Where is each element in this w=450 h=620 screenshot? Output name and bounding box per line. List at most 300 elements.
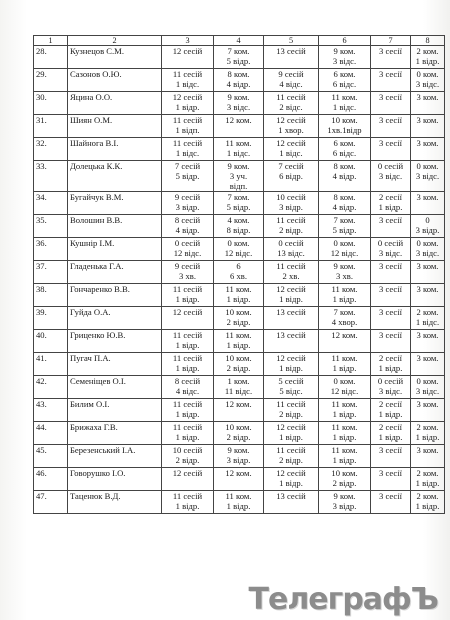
- row-number: 46.: [34, 468, 68, 491]
- attendance-cell: [264, 115, 319, 138]
- cell-line: 10 сесій: [276, 192, 306, 202]
- cell-line: 2 відр.: [279, 409, 303, 419]
- row-number: 43.: [34, 399, 68, 422]
- attendance-cell: [214, 284, 264, 307]
- cell-line: 11 ком.: [331, 445, 358, 455]
- cell-line: 12 відс.: [330, 248, 359, 258]
- cell-line: 3 ком.: [416, 261, 439, 271]
- cell-line: 1 відс.: [226, 148, 251, 158]
- deputy-name: Кушнір І.М.: [68, 238, 162, 261]
- cell-line: 1 відр.: [378, 363, 403, 373]
- attendance-cell: [162, 92, 214, 115]
- attendance-cell: [264, 215, 319, 238]
- attendance-cell: [162, 445, 214, 468]
- cell-line: 12 сесій: [276, 284, 306, 294]
- cell-line: 3 ком.: [416, 192, 439, 202]
- cell-line: 1 відр.: [226, 501, 251, 511]
- attendance-cell: [264, 468, 319, 491]
- cell-line: 2 відр.: [175, 455, 200, 465]
- cell-line: 6 ком.: [333, 138, 356, 148]
- cell-line: 13 сесій: [276, 46, 306, 56]
- cell-line: 1 відр.: [226, 340, 251, 350]
- cell-line: 1 відр.: [279, 363, 303, 373]
- cell-line: 3 сесії: [379, 330, 402, 340]
- cell-line: 2 ком.: [416, 422, 439, 432]
- attendance-cell: [319, 261, 371, 284]
- cell-line: 2 сесії: [379, 422, 402, 432]
- telegraf-watermark-logo: [249, 582, 438, 617]
- deputy-name: Говорушко І.О.: [68, 468, 162, 491]
- header-cell: 2: [68, 36, 162, 46]
- cell-line: 1 відр.: [175, 102, 200, 112]
- attendance-cell: [162, 69, 214, 92]
- attendance-cell: [264, 422, 319, 445]
- row-number: 39.: [34, 307, 68, 330]
- cell-line: 0 ком.: [416, 69, 439, 79]
- deputy-name: Семеніщев О.І.: [68, 376, 162, 399]
- attendance-cell: [371, 161, 411, 192]
- cell-line: 1 хвор.: [278, 125, 304, 135]
- header-cell: 7: [371, 36, 411, 46]
- cell-line: 1 відр.: [175, 340, 200, 350]
- row-number: 32.: [34, 138, 68, 161]
- cell-line: 11 ком.: [331, 284, 358, 294]
- cell-line: 3 ком.: [416, 92, 439, 102]
- cell-line: 4 відр.: [332, 202, 357, 212]
- attendance-cell: [319, 353, 371, 376]
- cell-line: 3 ком.: [416, 353, 439, 363]
- cell-line: 3 уч.: [229, 171, 248, 181]
- cell-line: 2 відр.: [332, 478, 357, 488]
- attendance-cell: [264, 92, 319, 115]
- attendance-cell: [411, 468, 445, 491]
- cell-line: 1 відр.: [415, 501, 440, 511]
- attendance-cell: [214, 161, 264, 192]
- attendance-cell: [371, 261, 411, 284]
- table-row: [34, 491, 445, 514]
- attendance-cell: [162, 399, 214, 422]
- attendance-cell: [162, 115, 214, 138]
- cell-line: 3 сесії: [379, 69, 402, 79]
- cell-line: 9 сесій: [174, 192, 201, 202]
- cell-line: 1 відр.: [175, 432, 200, 442]
- attendance-cell: [162, 46, 214, 69]
- cell-line: 1 відр.: [378, 202, 403, 212]
- attendance-cell: [264, 353, 319, 376]
- cell-line: 11 сесій: [172, 115, 203, 125]
- cell-line: 0 ком.: [416, 238, 439, 248]
- attendance-cell: [411, 353, 445, 376]
- cell-line: 10 ком.: [331, 468, 358, 478]
- cell-line: 8 ком.: [333, 192, 356, 202]
- attendance-cell: [319, 284, 371, 307]
- attendance-cell: [411, 138, 445, 161]
- watermark-text: ТелеграфЪ: [248, 582, 438, 617]
- cell-line: 0 ком.: [416, 376, 439, 386]
- cell-line: 8 відр.: [226, 225, 251, 235]
- cell-line: 6 відс.: [332, 148, 357, 158]
- cell-line: 12 сесій: [276, 115, 306, 125]
- attendance-cell: [411, 399, 445, 422]
- attendance-cell: [319, 445, 371, 468]
- attendance-cell: [214, 46, 264, 69]
- attendance-cell: [214, 307, 264, 330]
- attendance-cell: [162, 330, 214, 353]
- deputy-name: Гуйда О.А.: [68, 307, 162, 330]
- attendance-cell: [319, 491, 371, 514]
- cell-line: 4 відс.: [175, 386, 200, 396]
- row-number: 35.: [34, 215, 68, 238]
- cell-line: 11 сесій: [172, 422, 203, 432]
- cell-line: 12 сесій: [276, 422, 306, 432]
- table-row: [34, 422, 445, 445]
- cell-line: 0 ком.: [416, 161, 439, 171]
- cell-line: 0 ком.: [333, 238, 356, 248]
- cell-line: 2 сесії: [379, 192, 402, 202]
- cell-line: 0 сесій: [278, 238, 304, 248]
- attendance-cell: [264, 138, 319, 161]
- cell-line: 0 сесій: [377, 161, 404, 171]
- attendance-cell: [371, 422, 411, 445]
- cell-line: 5 відр.: [226, 202, 251, 212]
- cell-line: 3 відс.: [226, 102, 251, 112]
- attendance-cell: [319, 138, 371, 161]
- cell-line: 10 ком.: [225, 353, 252, 363]
- deputy-name: Брижаха Г.В.: [68, 422, 162, 445]
- header-cell: 3: [162, 36, 214, 46]
- attendance-cell: [319, 307, 371, 330]
- cell-line: 9 ком.: [333, 491, 356, 501]
- cell-line: відп.: [229, 181, 248, 191]
- attendance-cell: [162, 422, 214, 445]
- attendance-cell: [411, 238, 445, 261]
- attendance-cell: [264, 69, 319, 92]
- cell-line: 11 сесій: [172, 69, 203, 79]
- cell-line: 1 відр.: [332, 409, 357, 419]
- attendance-cell: [264, 307, 319, 330]
- attendance-cell: [264, 399, 319, 422]
- deputy-name: Долецька К.К.: [68, 161, 162, 192]
- cell-line: 3 відр.: [332, 501, 357, 511]
- attendance-cell: [411, 261, 445, 284]
- attendance-cell: [319, 376, 371, 399]
- table-row: [34, 261, 445, 284]
- cell-line: 11 ком.: [331, 92, 358, 102]
- cell-line: 3 відр.: [175, 202, 200, 212]
- deputy-name: Гончаренко В.В.: [68, 284, 162, 307]
- attendance-cell: [214, 353, 264, 376]
- cell-line: 11 ком.: [331, 353, 358, 363]
- cell-line: 12 ком.: [225, 468, 252, 478]
- cell-line: 5 відр.: [175, 171, 200, 181]
- row-number: 33.: [34, 161, 68, 192]
- deputy-name: Гладенька Г.А.: [68, 261, 162, 284]
- attendance-cell: [162, 376, 214, 399]
- attendance-cell: [411, 192, 445, 215]
- attendance-cell: [214, 215, 264, 238]
- table-row: [34, 238, 445, 261]
- header-cell: 5: [264, 36, 319, 46]
- attendance-cell: [371, 138, 411, 161]
- cell-line: 13 сесій: [276, 330, 306, 340]
- attendance-cell: [319, 399, 371, 422]
- attendance-cell: [371, 491, 411, 514]
- cell-line: 3 сесії: [379, 46, 402, 56]
- cell-line: 1 відс.: [415, 317, 440, 327]
- cell-line: 7 сесій: [278, 161, 304, 171]
- cell-line: 4 відр.: [175, 225, 200, 235]
- attendance-cell: [411, 307, 445, 330]
- cell-line: 12 сесій: [276, 468, 306, 478]
- cell-line: 1 відр.: [175, 363, 200, 373]
- attendance-cell: [264, 192, 319, 215]
- deputy-name: Шайнога В.І.: [68, 138, 162, 161]
- table-row: [34, 46, 445, 69]
- cell-line: 7 ком.: [227, 192, 250, 202]
- attendance-cell: [371, 115, 411, 138]
- row-number: 29.: [34, 69, 68, 92]
- table-row: [34, 192, 445, 215]
- cell-line: 6 відс.: [332, 79, 357, 89]
- cell-line: 12 сесій: [172, 468, 203, 478]
- table-row: [34, 69, 445, 92]
- cell-line: 5 відр.: [226, 56, 251, 66]
- attendance-cell: [411, 445, 445, 468]
- attendance-cell: [214, 376, 264, 399]
- attendance-cell: [214, 115, 264, 138]
- attendance-cell: [214, 399, 264, 422]
- table-row: [34, 138, 445, 161]
- cell-line: 3 сесії: [379, 115, 402, 125]
- table-row: [34, 376, 445, 399]
- attendance-cell: [411, 46, 445, 69]
- attendance-cell: [371, 215, 411, 238]
- cell-line: 11 сесій: [172, 330, 203, 340]
- deputy-name: Березенський І.А.: [68, 445, 162, 468]
- cell-line: 3 хв.: [179, 271, 196, 281]
- attendance-cell: [162, 161, 214, 192]
- attendance-cell: [411, 422, 445, 445]
- cell-line: 9 сесій: [278, 69, 304, 79]
- table-row: [34, 92, 445, 115]
- cell-line: 2 ком.: [416, 491, 439, 501]
- cell-line: 2 відр.: [279, 455, 303, 465]
- attendance-cell: [371, 399, 411, 422]
- cell-line: 3 відс.: [332, 56, 357, 66]
- cell-line: 3 відс.: [415, 79, 440, 89]
- cell-line: 3 ком.: [416, 445, 439, 455]
- cell-line: 3 відр.: [415, 225, 440, 235]
- cell-line: 1 відр.: [415, 478, 440, 488]
- row-number: 42.: [34, 376, 68, 399]
- attendance-cell: [371, 238, 411, 261]
- cell-line: 7 сесій: [174, 161, 201, 171]
- attendance-cell: [214, 192, 264, 215]
- deputy-name: Волошин В.В.: [68, 215, 162, 238]
- cell-line: 11 ком.: [225, 138, 252, 148]
- cell-line: 9 ком.: [333, 261, 356, 271]
- cell-line: 1 відр.: [175, 294, 200, 304]
- cell-line: 2 відс.: [279, 102, 303, 112]
- attendance-cell: [319, 69, 371, 92]
- attendance-cell: [214, 468, 264, 491]
- header-cell: 1: [34, 36, 68, 46]
- attendance-cell: [411, 330, 445, 353]
- cell-line: 12 ком.: [331, 330, 358, 340]
- cell-line: 10 ком.: [225, 422, 252, 432]
- cell-line: 3 хв.: [336, 271, 353, 281]
- attendance-cell: [214, 261, 264, 284]
- cell-line: 11 сесій: [276, 261, 306, 271]
- attendance-cell: [264, 261, 319, 284]
- cell-line: 3 відр.: [279, 202, 303, 212]
- cell-line: 5 відс.: [279, 386, 303, 396]
- row-number: 45.: [34, 445, 68, 468]
- cell-line: 2 сесії: [379, 353, 402, 363]
- cell-line: 1 відр.: [332, 455, 357, 465]
- attendance-cell: [411, 92, 445, 115]
- cell-line: 7 ком.: [333, 215, 356, 225]
- cell-line: 11 сесій: [276, 445, 306, 455]
- cell-line: 1 відр.: [415, 432, 440, 442]
- cell-line: 11 сесій: [172, 284, 203, 294]
- cell-line: 0 сесій: [174, 238, 201, 248]
- attendance-cell: [214, 238, 264, 261]
- row-number: 28.: [34, 46, 68, 69]
- attendance-cell: [371, 376, 411, 399]
- cell-line: 12 сесій: [172, 46, 203, 56]
- attendance-cell: [411, 376, 445, 399]
- cell-line: 12 ком.: [225, 399, 252, 409]
- cell-line: 8 сесій: [174, 376, 201, 386]
- attendance-cell: [214, 138, 264, 161]
- deputy-name: Гриценко Ю.В.: [68, 330, 162, 353]
- deputy-name: Яцина О.О.: [68, 92, 162, 115]
- cell-line: 11 ком.: [331, 399, 358, 409]
- cell-line: 2 хв.: [282, 271, 300, 281]
- cell-line: 11 ком.: [225, 284, 252, 294]
- cell-line: 12 сесій: [276, 353, 306, 363]
- attendance-cell: [319, 215, 371, 238]
- cell-line: 1 відр.: [378, 432, 403, 442]
- attendance-cell: [162, 192, 214, 215]
- attendance-cell: [162, 353, 214, 376]
- table-row: [34, 115, 445, 138]
- attendance-cell: [411, 215, 445, 238]
- cell-line: 1 відр.: [332, 294, 357, 304]
- cell-line: 0 ком.: [227, 238, 250, 248]
- attendance-cell: [319, 330, 371, 353]
- table-body: [34, 46, 445, 514]
- table-row: [34, 468, 445, 491]
- cell-line: 3 сесії: [379, 215, 402, 225]
- table-row: [34, 399, 445, 422]
- cell-line: 4 відр.: [332, 171, 357, 181]
- cell-line: 1 відр.: [279, 294, 303, 304]
- cell-line: 8 сесій: [174, 215, 201, 225]
- cell-line: 3 відс.: [415, 171, 440, 181]
- table-row: [34, 215, 445, 238]
- table-row: [34, 445, 445, 468]
- attendance-cell: [319, 92, 371, 115]
- cell-line: 1хв.1відр: [327, 125, 362, 135]
- attendance-cell: [371, 46, 411, 69]
- cell-line: 1 відр.: [175, 409, 200, 419]
- attendance-cell: [371, 69, 411, 92]
- cell-line: 13 сесій: [276, 307, 306, 317]
- cell-line: 8 ком.: [227, 69, 250, 79]
- attendance-cell: [214, 445, 264, 468]
- deputy-name: Пугач П.А.: [68, 353, 162, 376]
- cell-line: 0 сесій: [377, 376, 404, 386]
- row-number: 38.: [34, 284, 68, 307]
- cell-line: 1 відр.: [332, 363, 357, 373]
- cell-line: 2 відр.: [279, 225, 303, 235]
- cell-line: 3 сесії: [379, 284, 402, 294]
- cell-line: 1 відр.: [175, 501, 200, 511]
- cell-line: 1 відр.: [378, 409, 403, 419]
- table-row: [34, 353, 445, 376]
- table-row: [34, 161, 445, 192]
- cell-line: 12 відс.: [330, 386, 359, 396]
- cell-line: 11 відс.: [224, 386, 253, 396]
- cell-line: 10 ком.: [331, 115, 358, 125]
- cell-line: 1 ком.: [227, 376, 250, 386]
- attendance-cell: [319, 422, 371, 445]
- cell-line: 11 сесій: [276, 215, 306, 225]
- attendance-cell: [162, 261, 214, 284]
- attendance-cell: [371, 353, 411, 376]
- header-cell: 8: [411, 36, 445, 46]
- deputy-name: Сазонов О.Ю.: [68, 69, 162, 92]
- attendance-cell: [264, 46, 319, 69]
- cell-line: 6 ком.: [333, 69, 356, 79]
- cell-line: 11 ком.: [225, 491, 252, 501]
- cell-line: 0: [425, 215, 430, 225]
- attendance-cell: [319, 192, 371, 215]
- cell-line: 10 сесій: [172, 445, 203, 455]
- cell-line: 10 ком.: [225, 307, 252, 317]
- cell-line: 3 сесії: [379, 138, 402, 148]
- table-row: [34, 284, 445, 307]
- table-row: [34, 330, 445, 353]
- row-number: 40.: [34, 330, 68, 353]
- cell-line: 3 ком.: [416, 330, 439, 340]
- attendance-cell: [319, 115, 371, 138]
- cell-line: 3 сесії: [379, 468, 402, 478]
- cell-line: 2 відр.: [226, 363, 251, 373]
- cell-line: 1 відс.: [279, 148, 303, 158]
- cell-line: 4 відр.: [226, 79, 251, 89]
- attendance-table: [33, 35, 445, 514]
- cell-line: 1 відс.: [175, 79, 200, 89]
- attendance-cell: [214, 69, 264, 92]
- cell-line: 5 сесій: [278, 376, 304, 386]
- attendance-cell: [319, 161, 371, 192]
- header-row: [34, 36, 445, 46]
- attendance-cell: [214, 491, 264, 514]
- attendance-cell: [264, 445, 319, 468]
- cell-line: 3 відс.: [415, 248, 440, 258]
- deputy-name: Шиян О.М.: [68, 115, 162, 138]
- table-row: [34, 307, 445, 330]
- cell-line: 7 ком.: [333, 307, 356, 317]
- cell-line: 11 сесій: [172, 138, 203, 148]
- cell-line: 3 сесії: [379, 307, 402, 317]
- cell-line: 3 відс.: [378, 248, 403, 258]
- row-number: 44.: [34, 422, 68, 445]
- attendance-cell: [214, 330, 264, 353]
